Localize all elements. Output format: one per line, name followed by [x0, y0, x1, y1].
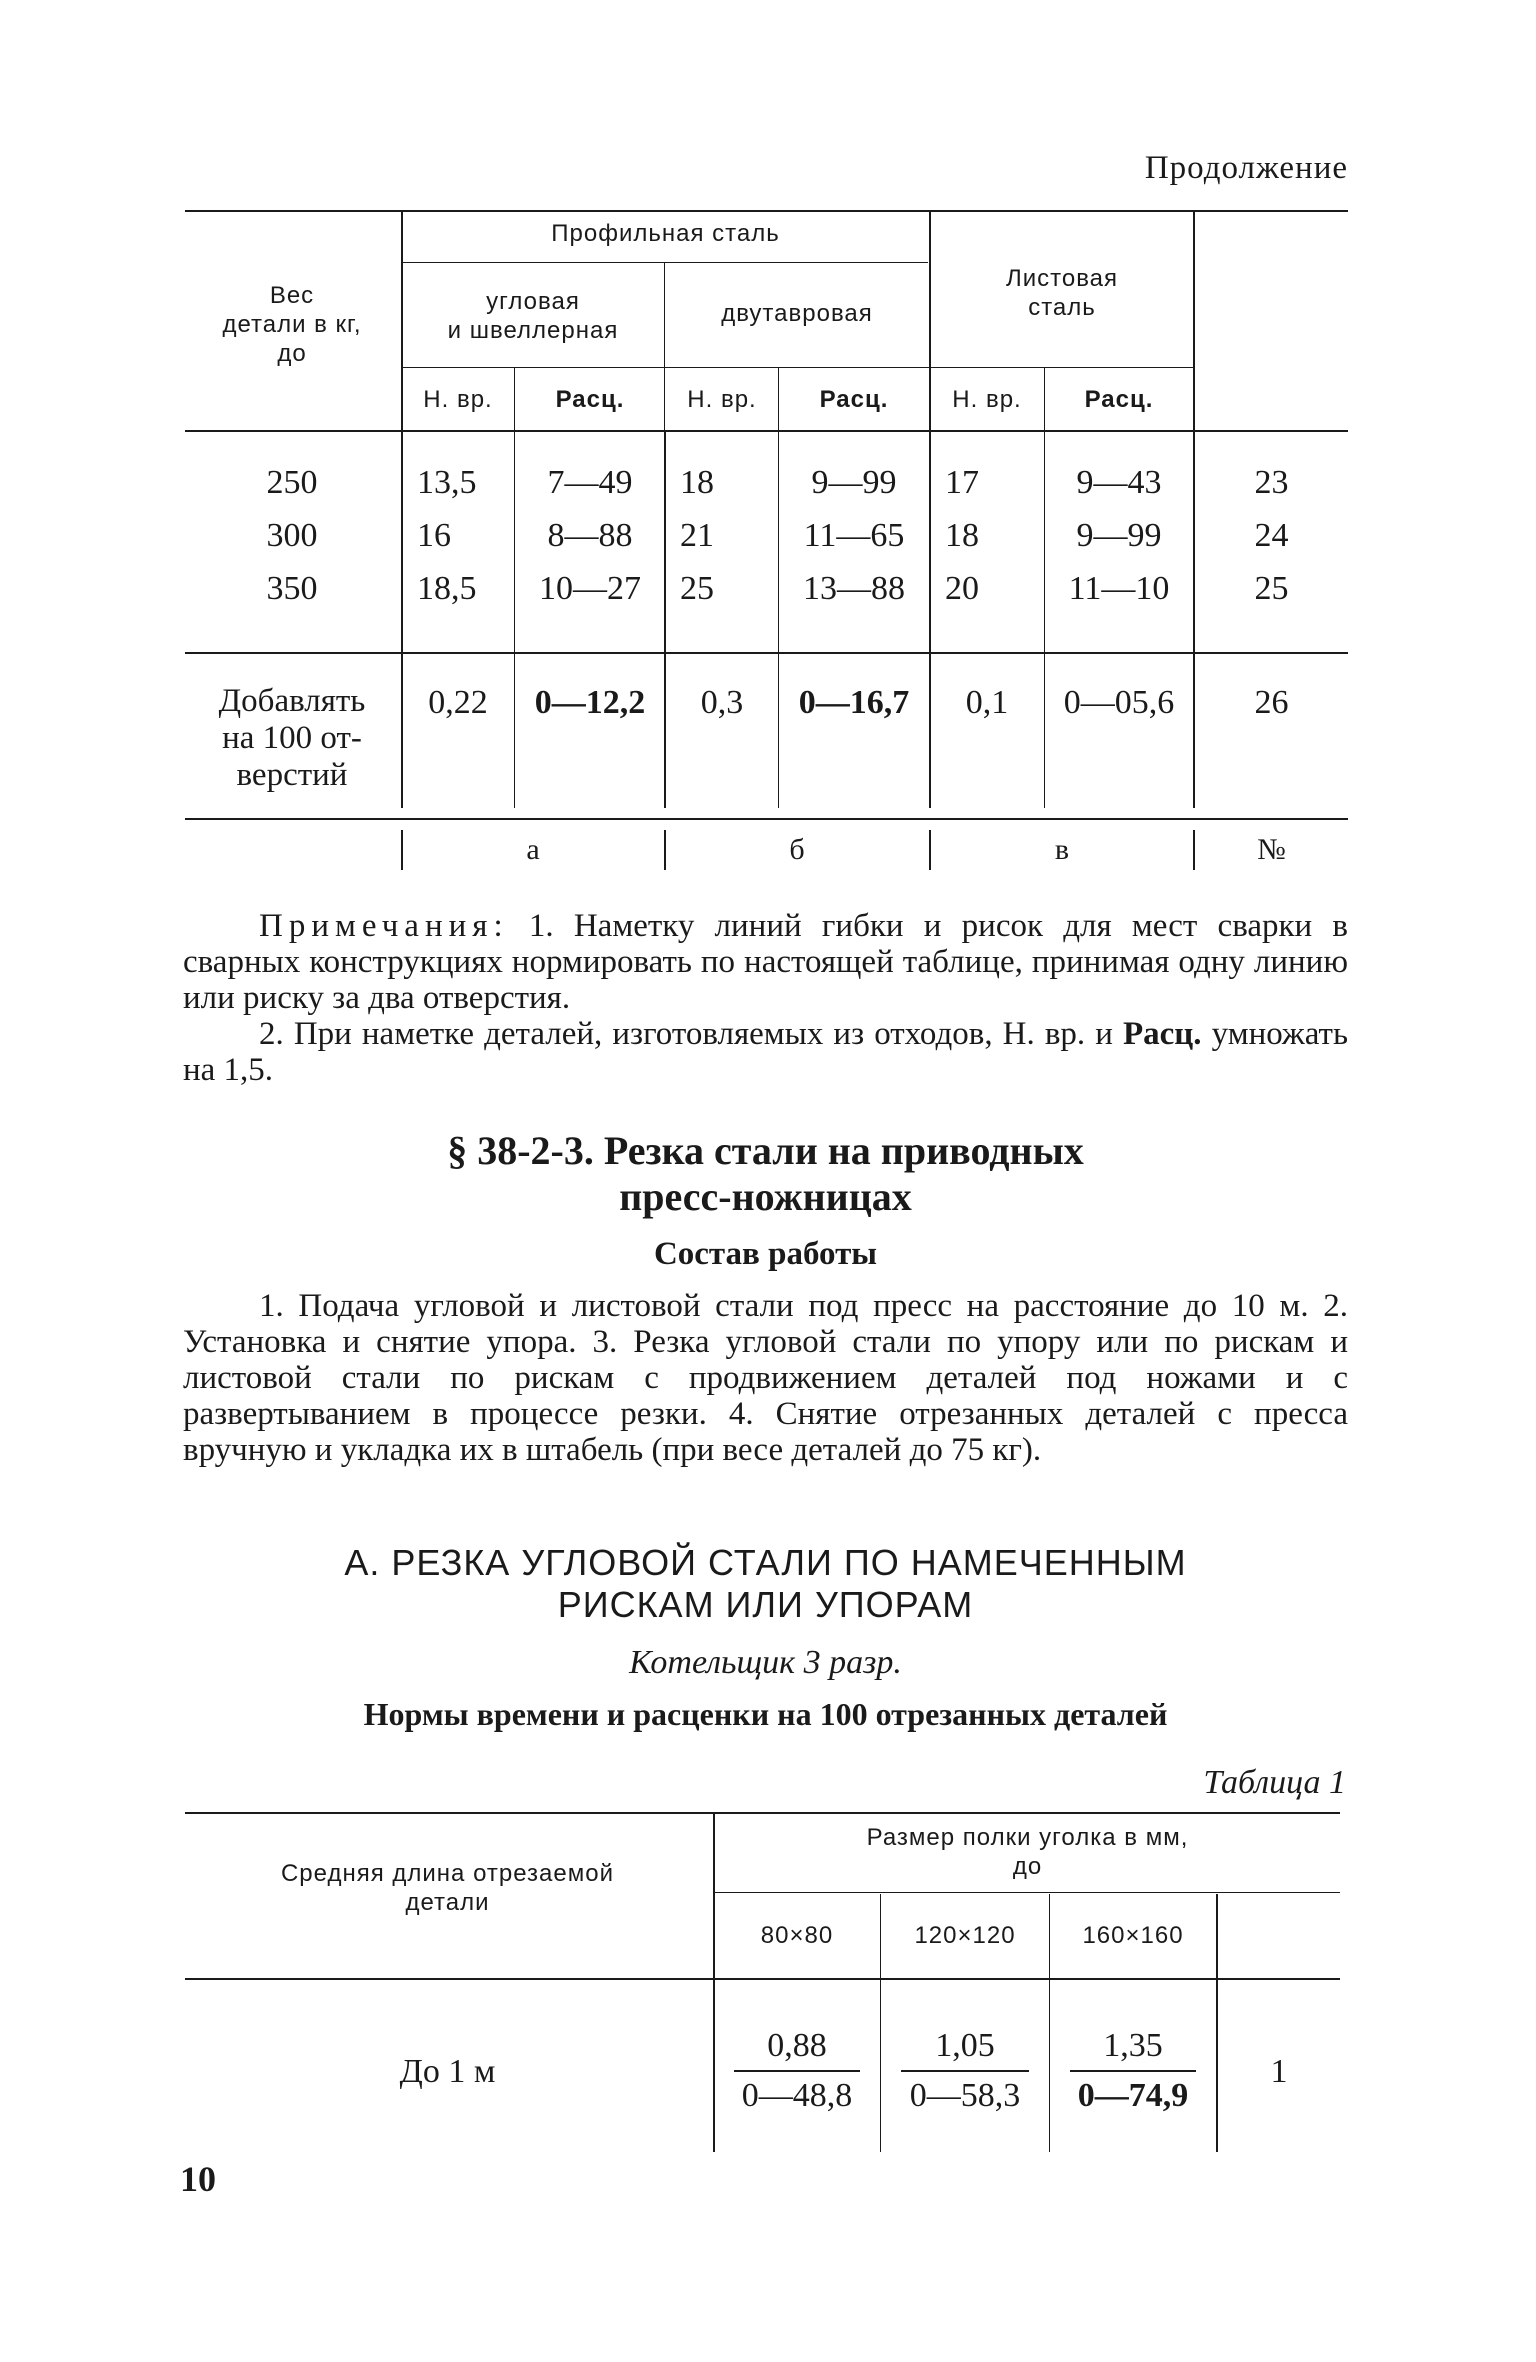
note-1: 1. Наметку линий гибки и рисок для мест сварки в сварных конструкциях нормировать по настоящей таблице, принимая одну линию или риску за два отверстия.: [183, 908, 1349, 1016]
continuation-label: Продолжение: [1144, 150, 1348, 186]
b-norm-header: Н. вр.: [687, 386, 757, 413]
work-composition-text: 1. Подача угловой и листовой стали под пресс на расстояние до 10 м. 2. Установка и снятие упора. 3. Резка угловой стали по упору или по рискам и листовой стали по рискам с продвижением деталей под ножами и с развертыванием в процессе резки. 4. Снятие отрезанных деталей с пресса вручную и укладка их в штабель (при весе деталей до 75 кг).: [183, 1288, 1348, 1468]
notes-label: Примечания:: [259, 908, 509, 944]
size-160: 160×160: [1082, 1922, 1184, 1949]
table-label: Таблица 1: [1203, 1764, 1346, 1801]
worker-grade: Котельщик 3 разр.: [629, 1644, 902, 1681]
footer-a: а: [526, 833, 540, 866]
section-title: § 38-2-3. Резка стали на приводных пресс-ножницах: [447, 1128, 1084, 1219]
angle-steel-header: угловая и швеллерная: [447, 288, 619, 344]
ibeam-steel-header: двутавровая: [721, 300, 873, 327]
size-header: Размер полки уголка в мм, до: [866, 1824, 1189, 1880]
subsection-title: А. РЕЗКА УГЛОВОЙ СТАЛИ ПО НАМЕЧЕННЫМ РИСКАМ ИЛИ УПОРАМ: [344, 1542, 1187, 1625]
row-label: До 1 м: [399, 2053, 496, 2090]
footer-no: №: [1257, 833, 1286, 866]
footer-c: в: [1054, 833, 1070, 866]
note-2: 2. При наметке деталей, изготовляемых из отходов, Н. вр. и Расц. умножать на 1,5.: [183, 1016, 1348, 1088]
length-header: Средняя длина отрезаемой детали: [280, 1860, 615, 1916]
profile-steel-header: Профильная сталь: [551, 220, 780, 247]
weight-header: Вес детали в кг, до: [222, 282, 362, 367]
c-norm-header: Н. вр.: [952, 386, 1022, 413]
a-rate-header: Расц.: [555, 386, 625, 413]
c-rate-header: Расц.: [1084, 386, 1154, 413]
notes: [183, 908, 1348, 1088]
size-120: 120×120: [914, 1922, 1016, 1949]
footer-b: б: [789, 833, 805, 866]
sheet-steel-header: Листовая сталь: [1005, 265, 1119, 321]
size-80: 80×80: [760, 1922, 834, 1949]
b-rate-header: Расц.: [819, 386, 889, 413]
work-composition-header: Состав работы: [653, 1236, 878, 1272]
norms-title: Нормы времени и расценки на 100 отрезанных деталей: [363, 1696, 1168, 1732]
a-norm-header: Н. вр.: [423, 386, 493, 413]
page-number: 10: [180, 2159, 216, 2199]
